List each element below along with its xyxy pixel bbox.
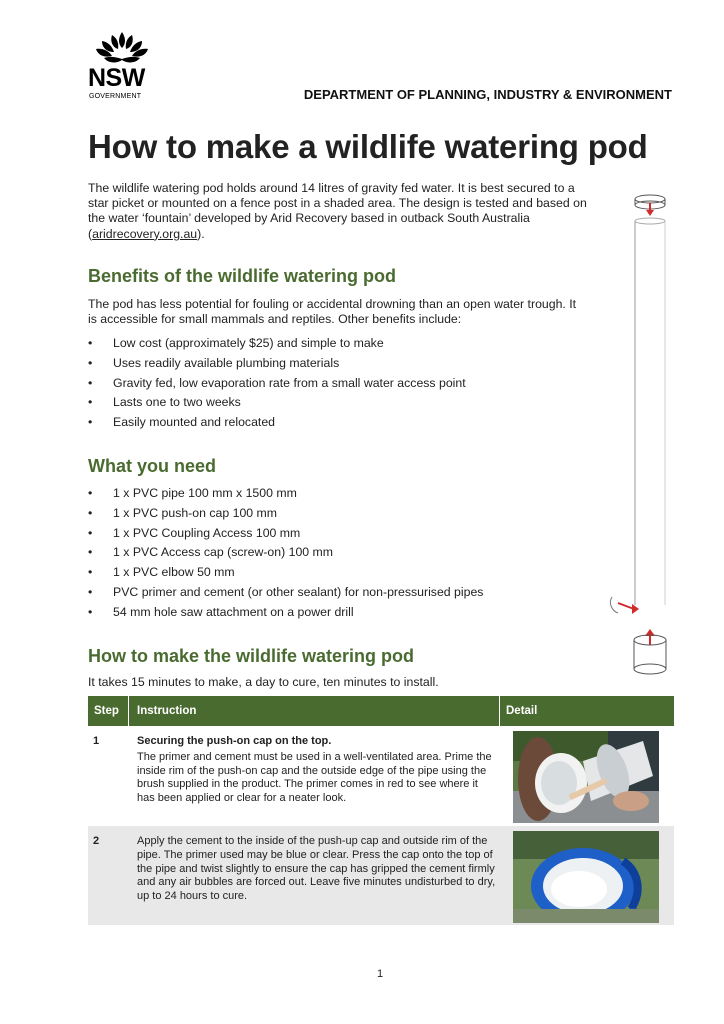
- step-number: 2: [93, 835, 100, 847]
- step-title: Securing the push-on cap on the top.: [137, 735, 332, 747]
- step-text: The primer and cement must be used in a well-ventilated area. Prime the inside rim of the push-on cap and the outside edge of the pipe using the brush supplied in the product. The primer comes in red to see where it has been applied or clear for a neater look.: [137, 750, 492, 805]
- instructions-table: [88, 696, 674, 926]
- how-to-make-heading: How to make the wildlife watering pod: [88, 646, 415, 666]
- benefits-intro: The pod has less potential for fouling or accidental drowning than an open water trough. It is accessible for small mammals and reptiles. Other benefits include:: [88, 297, 577, 327]
- list-item: • PVC primer and cement (or other sealant) for non-pressurised pipes: [88, 585, 483, 605]
- department-name: DEPARTMENT OF PLANNING, INDUSTRY & ENVIRONMENT: [303, 87, 672, 102]
- list-item: • Easily mounted and relocated: [88, 415, 466, 435]
- list-item: • Lasts one to two weeks: [88, 395, 466, 415]
- column-divider: [499, 696, 500, 726]
- step-instruction: [137, 735, 497, 806]
- column-header-detail: Detail: [506, 705, 538, 717]
- list-item: • 1 x PVC pipe 100 mm x 1500 mm: [88, 486, 483, 506]
- what-you-need-heading: What you need: [88, 456, 217, 476]
- list-item: • 1 x PVC Access cap (screw-on) 100 mm: [88, 545, 483, 565]
- step-number: 1: [93, 735, 100, 747]
- materials-list: [88, 486, 483, 625]
- pod-top-cap: [635, 195, 665, 216]
- aridrecovery-link[interactable]: aridrecovery.org.au: [92, 226, 198, 241]
- logo-subtext: GOVERNMENT: [89, 93, 142, 100]
- list-item: • 1 x PVC push-on cap 100 mm: [88, 506, 483, 526]
- table-row: [88, 826, 674, 926]
- intro-paragraph: The wildlife watering pod holds around 14 litres of gravity fed water. It is best secured to a star picket or mounted on a fence post in a shaded area. The design is tested and based on the water ‘fountain’ developed by Arid Recovery based in outback South Australia (aridrecovery.org.au).: [88, 181, 587, 241]
- list-item: • 1 x PVC elbow 50 mm: [88, 565, 483, 585]
- column-header-step: Step: [94, 705, 119, 717]
- time-summary: It takes 15 minutes to make, a day to cure, ten minutes to install.: [88, 675, 439, 689]
- step-text: Apply the cement to the inside of the push-up cap and outside rim of the pipe. The primer used may be blue or clear. Press the cap onto the top of the pipe and twist slightly to ensure the cap has gripped the cement firmly and any air bubbles are forced out. Leave five minutes undisturbed to dry, up to 24 hours to cure.: [137, 835, 496, 903]
- logo-wordmark: NSW: [88, 64, 145, 92]
- benefits-list: [88, 336, 466, 435]
- nsw-waratah-logo: [88, 30, 156, 66]
- watering-pod-diagram: [604, 185, 674, 680]
- column-divider: [128, 696, 129, 726]
- column-header-instruction: Instruction: [137, 705, 197, 717]
- list-item: • Low cost (approximately $25) and simple to make: [88, 336, 466, 356]
- pod-pipe: [635, 218, 665, 605]
- pod-bottom-cap: [634, 629, 666, 674]
- cement-cap-photo: [513, 831, 659, 923]
- benefits-heading: Benefits of the wildlife watering pod: [88, 266, 397, 286]
- list-item: • Uses readily available plumbing materials: [88, 356, 466, 376]
- list-item: • Gravity fed, low evaporation rate from a small water access point: [88, 376, 466, 396]
- list-item: • 1 x PVC Coupling Access 100 mm: [88, 526, 483, 546]
- page-number: 1: [376, 968, 384, 980]
- push-on-cap-photo: [513, 731, 659, 823]
- page-title: How to make a wildlife watering pod: [88, 128, 648, 165]
- table-header: [88, 696, 674, 726]
- table-row: [88, 726, 674, 826]
- step-instruction: [137, 835, 497, 904]
- list-item: • 54 mm hole saw attachment on a power drill: [88, 605, 483, 625]
